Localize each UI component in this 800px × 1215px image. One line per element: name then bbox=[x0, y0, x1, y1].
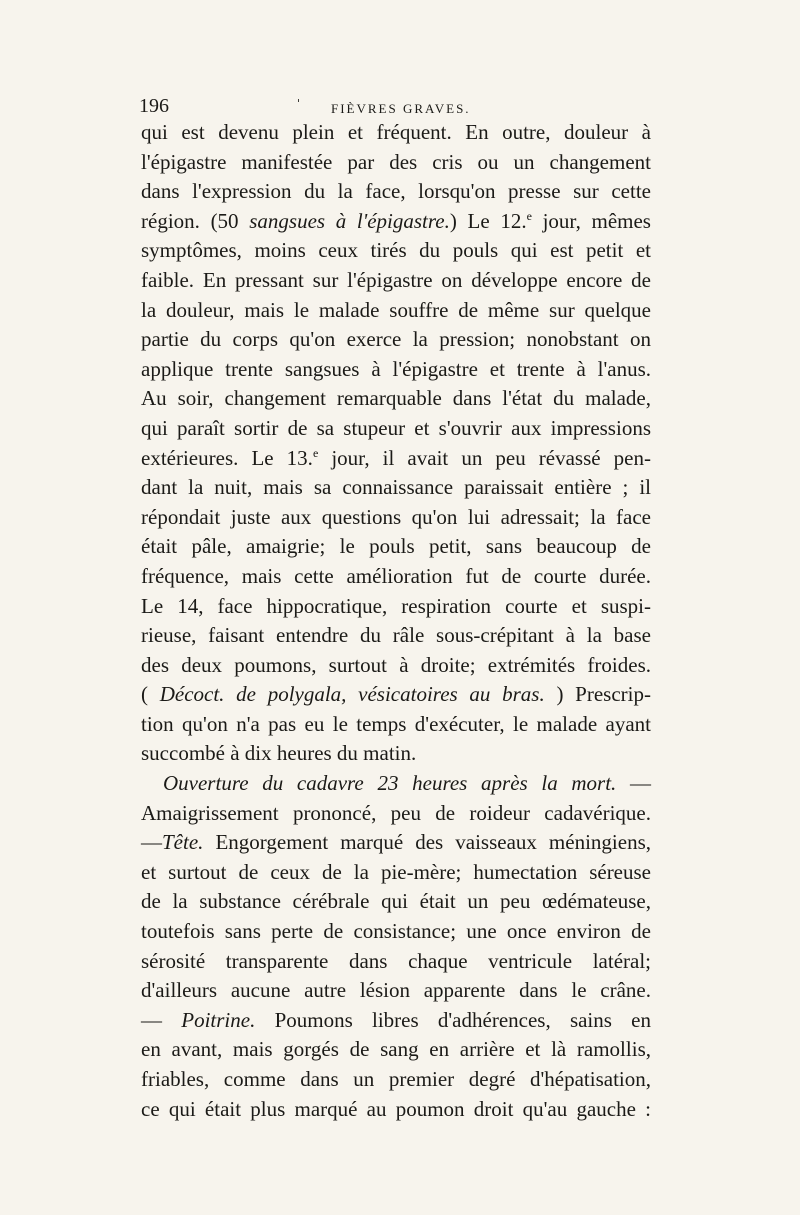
text-line: dant la nuit, mais sa connaissance paraissait entière ; il bbox=[141, 475, 651, 500]
text-line bbox=[141, 207, 651, 237]
text-line: l'épigastre manifestée par des cris ou un changement bbox=[141, 149, 651, 174]
text-run: jour, mêmes bbox=[531, 208, 651, 233]
text-line bbox=[141, 444, 651, 474]
italic-prescription: Décoct. de polygala, vésicatoires au bras. bbox=[159, 682, 545, 707]
text-line: Amaigrissement prononcé, peu de roideur cadavérique. bbox=[141, 800, 651, 825]
superscript: e bbox=[312, 445, 319, 460]
text-run: jour, il avait un peu révassé pen- bbox=[318, 445, 652, 470]
text-run: extérieures. Le 13. bbox=[141, 445, 313, 470]
subsection-label: Poitrine. bbox=[181, 1007, 256, 1032]
italic-prescription: sangsues à l'épigastre. bbox=[249, 208, 450, 233]
section-heading: Ouverture du cadavre 23 heures après la mort. bbox=[163, 771, 617, 796]
text-line: de la substance cérébrale qui était un peu œdémateuse, bbox=[141, 889, 651, 914]
text-run: Poumons libres d'adhérences, sains en bbox=[255, 1007, 652, 1032]
text-line bbox=[141, 828, 651, 858]
text-line: friables, comme dans un premier degré d'hépatisation, bbox=[141, 1067, 651, 1091]
running-title: FIÈVRES GRAVES. bbox=[331, 101, 471, 116]
text-line: fréquence, mais cette amélioration fut de courte durée. bbox=[141, 563, 651, 588]
text-run: ( bbox=[141, 682, 160, 707]
text-line: sérosité transparente dans chaque ventricule latéral; bbox=[141, 948, 651, 973]
text-run: — bbox=[141, 830, 162, 855]
text-line: d'ailleurs aucune autre lésion apparente dans le crâne. bbox=[141, 978, 651, 1003]
text-run: ) Prescrip- bbox=[544, 682, 651, 707]
text-line: faible. En pressant sur l'épigastre on développe encore de bbox=[141, 267, 651, 292]
text-line: Le 14, face hippocratique, respiration courte et suspi- bbox=[141, 593, 651, 618]
text-run: — bbox=[141, 1007, 182, 1032]
text-line: la douleur, mais le malade souffre de même sur quelque bbox=[141, 297, 651, 322]
text-line: des deux poumons, surtout à droite; extrémités froides. bbox=[141, 652, 651, 677]
text-line: ce qui était plus marqué au poumon droit qu'au gauche : bbox=[141, 1096, 651, 1121]
text-line: était pâle, amaigrie; le pouls petit, sans beaucoup de bbox=[141, 534, 651, 559]
text-run: ) Le 12. bbox=[449, 208, 527, 233]
text-line: partie du corps qu'on exerce la pression; nonobstant on bbox=[141, 327, 651, 352]
superscript: e bbox=[526, 208, 532, 223]
subsection-label: Tête. bbox=[162, 830, 204, 855]
text-line: qui paraît sortir de sa stupeur et s'ouvrir aux impressions bbox=[141, 415, 651, 440]
body-text bbox=[141, 118, 651, 1124]
text-line: tion qu'on n'a pas eu le temps d'exécuter, le malade ayant bbox=[141, 711, 651, 736]
text-run: — bbox=[616, 771, 651, 796]
text-line: applique trente sangsues à l'épigastre et trente à l'anus. bbox=[141, 356, 651, 381]
text-line: qui est devenu plein et fréquent. En outre, douleur à bbox=[141, 120, 651, 144]
header-ornament: ' bbox=[297, 97, 301, 110]
text-line: Au soir, changement remarquable dans l'état du malade, bbox=[141, 386, 651, 411]
page-header bbox=[139, 95, 659, 119]
text-line: toutefois sans perte de consistance; une once environ de bbox=[141, 919, 651, 944]
text-line: rieuse, faisant entendre du râle sous-crépitant à la base bbox=[141, 623, 651, 648]
section-heading-line bbox=[141, 769, 651, 799]
text-line: et surtout de ceux de la pie-mère; humectation séreuse bbox=[141, 859, 651, 884]
text-line bbox=[141, 680, 651, 710]
page-number: 196 bbox=[139, 95, 169, 117]
text-line bbox=[141, 1006, 651, 1036]
text-line: symptômes, moins ceux tirés du pouls qui est petit et bbox=[141, 238, 651, 263]
text-line: succombé à dix heures du matin. bbox=[141, 741, 417, 766]
text-line: répondait juste aux questions qu'on lui adressait; la face bbox=[141, 504, 651, 529]
text-line: en avant, mais gorgés de sang en arrière et là ramollis, bbox=[141, 1037, 651, 1062]
text-run: région. (50 bbox=[141, 208, 250, 233]
text-line: dans l'expression du la face, lorsqu'on presse sur cette bbox=[141, 179, 651, 204]
text-run: Engorgement marqué des vaisseaux méningiens, bbox=[203, 830, 651, 855]
